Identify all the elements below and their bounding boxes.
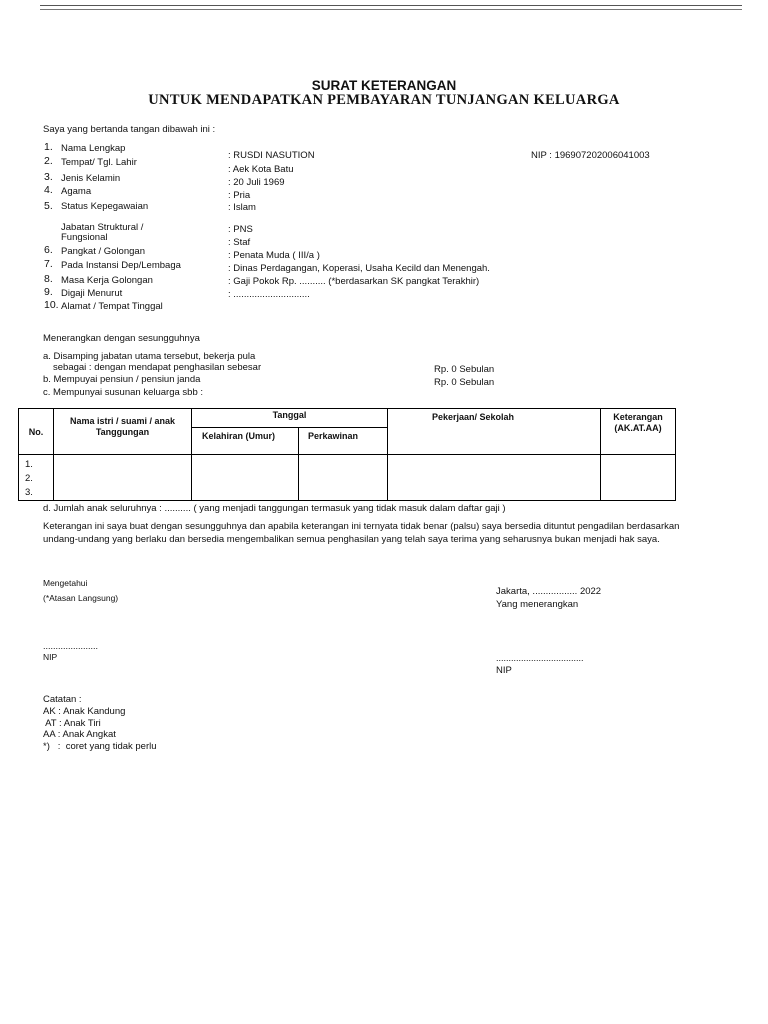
row-no-2: 2. [25, 473, 33, 484]
field-no: 1. [44, 141, 53, 153]
header-perkawinan: Perkawinan [299, 428, 388, 455]
field-no: 5. [44, 200, 53, 212]
field-label-digaji: Digaji Menurut [61, 288, 123, 299]
document-title: SURAT KETERANGAN [311, 78, 457, 93]
value-tgl: : 20 Juli 1969 [228, 177, 285, 188]
left-nip: NIP [43, 652, 58, 662]
header-no: No. [19, 409, 54, 455]
income-amount: Rp. 0 Sebulan [434, 364, 495, 375]
header-pekerjaan: Pekerjaan/ Sekolah [388, 409, 601, 455]
family-table [18, 408, 676, 501]
field-label-status: Status Kepegawaian [61, 201, 149, 212]
field-no: 4. [44, 184, 53, 196]
field-label-masa-kerja: Masa Kerja Golongan [61, 275, 153, 286]
header-nama: Nama istri / suami / anak Tanggungan [54, 409, 192, 455]
top-border-line-thin [40, 9, 742, 10]
note-at: AT : Anak Tiri [43, 718, 101, 729]
field-label-pangkat: Pangkat / Golongan [61, 246, 145, 257]
field-label-nama: Nama Lengkap [61, 143, 126, 154]
mengetahui-label: Mengetahui [43, 578, 88, 588]
declare-text: Menerangkan dengan sesungguhnya [43, 333, 200, 344]
value-ttl: : Aek Kota Batu [228, 164, 294, 175]
pension-amount: Rp. 0 Sebulan [434, 377, 495, 388]
row-no-3: 3. [25, 487, 33, 498]
document-subtitle: UNTUK MENDAPATKAN PEMBAYARAN TUNJANGAN KELUARGA [148, 92, 620, 108]
cell-pekerjaan [388, 455, 601, 501]
value-pangkat: : Penata Muda ( III/a ) [228, 250, 320, 261]
field-no: 7. [44, 258, 53, 270]
cell-kelahiran [192, 455, 299, 501]
notes-title: Catatan : [43, 694, 82, 705]
note-aa: AA : Anak Angkat [43, 729, 116, 740]
header-keterangan: Keterangan (AK.AT.AA) [601, 409, 676, 455]
cell-perkawinan [299, 455, 388, 501]
field-no: 6. [44, 244, 53, 256]
intro-text: Saya yang bertanda tangan dibawah ini : [43, 124, 216, 135]
place-date: Jakarta, ................. 2022 [496, 586, 602, 597]
value-jabatan: : Staf [228, 237, 251, 248]
note-ak: AK : Anak Kandung [43, 706, 126, 717]
right-signature-line: ................................... [496, 653, 584, 663]
cell-keterangan [601, 455, 676, 501]
statement-text: Keterangan ini saya buat dengan sesungguhnya dan apabila keterangan ini ternyata tidak benar (palsu) saya bersedia dituntut pengadilan berdasarkan undang-undang yang berlaku dan bersedia mengembalikan semua penghasilan yang telah saya terima yang seharusnya bukan menjadi hak saya. [43, 521, 680, 545]
point-a-line2: sebagai : dengan mendapat penghasilan sebesar [53, 362, 262, 373]
row-numbers [19, 455, 54, 501]
jumlah-anak: d. Jumlah anak seluruhnya : .......... ( yang menjadi tanggungan termasuk yang tidak masuk dalam daftar gaji ) [43, 503, 506, 514]
cell-nama [54, 455, 192, 501]
point-c: c. Mempunyai susunan keluarga sbb : [43, 387, 204, 398]
field-no: 10. [44, 299, 59, 311]
field-no: 3. [44, 171, 53, 183]
left-signature-line: ...................... [43, 641, 99, 651]
row-no-1: 1. [25, 459, 33, 470]
value-gaji: : Gaji Pokok Rp. .......... (*berdasarkan SK pangkat Terakhir) [228, 276, 480, 287]
nip-value: NIP : 196907202006041003 [531, 150, 650, 161]
header-tanggal: Tanggal [192, 409, 388, 428]
value-instansi: : Dinas Perdagangan, Koperasi, Usaha Kecild dan Menengah. [228, 263, 490, 274]
value-alamat: : ............................. [228, 289, 310, 300]
value-jenis-kelamin: : Pria [228, 190, 251, 201]
value-agama: : Islam [228, 202, 256, 213]
field-label-jabatan: Jabatan Struktural / Fungsional [61, 222, 144, 243]
atasan-label: (*Atasan Langsung) [43, 593, 119, 603]
yang-menerangkan: Yang menerangkan [496, 599, 579, 610]
value-nama: : RUSDI NASUTION [228, 150, 315, 161]
field-no: 9. [44, 286, 53, 298]
point-a-line1: a. Disamping jabatan utama tersebut, bekerja pula [43, 351, 256, 362]
field-label-ttl: Tempat/ Tgl. Lahir [61, 157, 137, 168]
top-border-line [40, 5, 742, 6]
point-b: b. Mempuyai pensiun / pensiun janda [43, 374, 201, 385]
field-no: 8. [44, 273, 53, 285]
note-star: *) : coret yang tidak perlu [43, 741, 157, 752]
field-no: 2. [44, 155, 53, 167]
field-label-instansi: Pada Instansi Dep/Lembaga [61, 260, 181, 271]
header-kelahiran: Kelahiran (Umur) [192, 428, 299, 455]
right-nip: NIP [496, 665, 512, 676]
field-label-agama: Agama [61, 186, 92, 197]
value-status: : PNS [228, 224, 253, 235]
field-label-jenis-kelamin: Jenis Kelamin [61, 173, 121, 184]
field-label-alamat: Alamat / Tempat Tinggal [61, 301, 163, 312]
